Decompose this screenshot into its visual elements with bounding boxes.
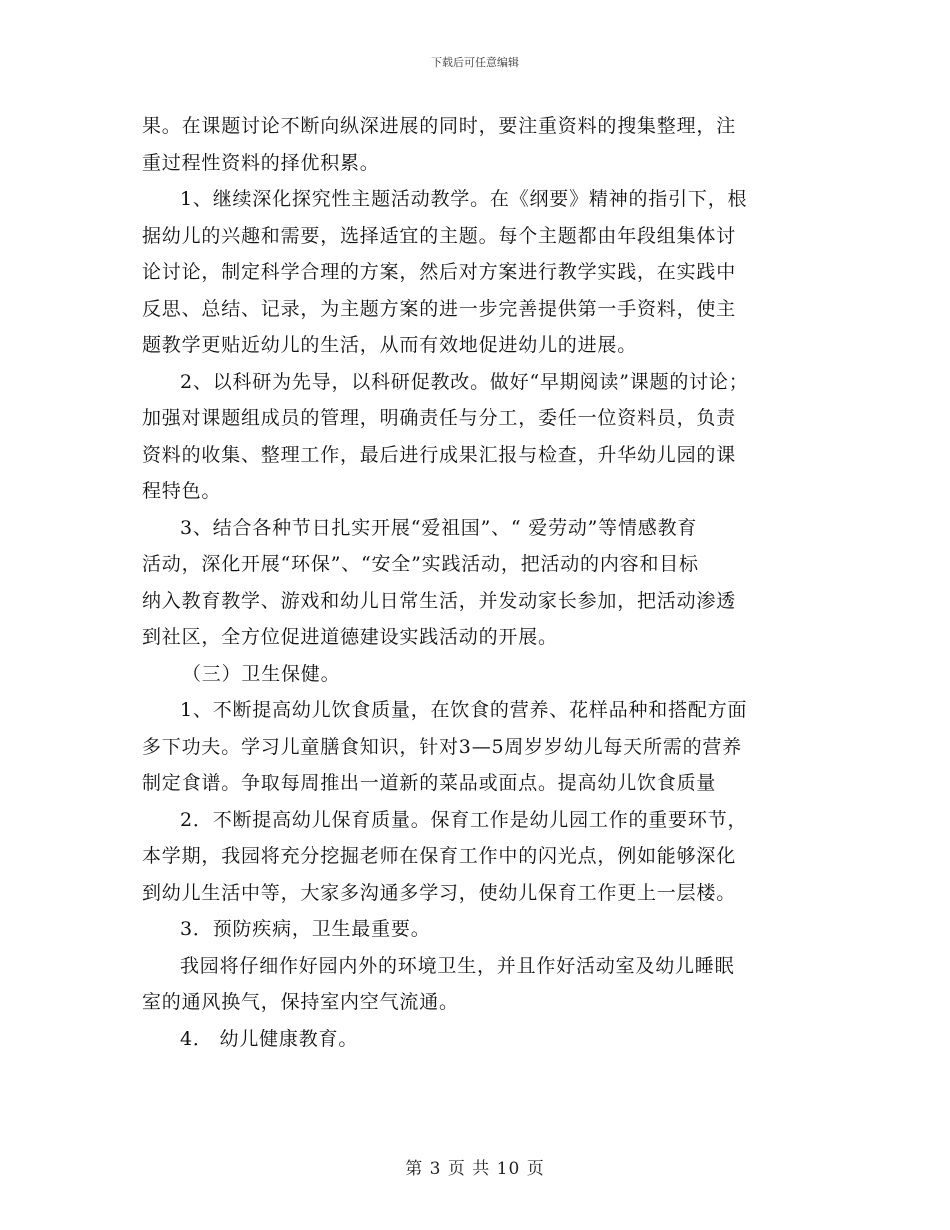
body-line-21: 本学期，我园将充分挖掘老师在保育工作中的闪光点，例如能够深化 xyxy=(142,845,737,867)
body-line-6: 反思、总结、记录，为主题方案的进一步完善提供第一手资料，使主 xyxy=(142,297,737,320)
body-line-11: 程特色。 xyxy=(142,480,222,502)
body-line-19: 制定食谱。争取每周推出一道新的菜品或面点。提高幼儿饮食质量 xyxy=(142,772,717,794)
body-line-9: 加强对课题组成员的管理，明确责任与分工，委任一位资料员，负责 xyxy=(142,407,737,429)
section-heading: （三）卫生保健。 xyxy=(182,662,341,685)
body-line-24: 我园将仔细作好园内外的环境卫生，并且作好活动室及幼儿睡眠 xyxy=(180,954,735,977)
body-line-17: 1、不断提高幼儿饮食质量，在饮食的营养、花样品种和搭配方面 xyxy=(180,699,748,721)
body-line-12: 3、结合各种节日扎实开展“爱祖国”、“ 爱劳动”等情感教育 xyxy=(180,516,698,539)
page-header: 下载后可任意编辑 xyxy=(431,56,519,69)
body-line-20: 2．不断提高幼儿保育质量。保育工作是幼儿园工作的重要环节， xyxy=(180,808,748,831)
body-line-23: 3．预防疾病，卫生最重要。 xyxy=(180,918,431,940)
body-line-10: 资料的收集、整理工作，最后进行成果汇报与检查，升华幼儿园的课 xyxy=(142,443,737,466)
body-line-26: 4． 幼儿健康教育。 xyxy=(180,1027,359,1050)
body-line-4: 据幼儿的兴趣和需要，选择适宜的主题。每个主题都由年段组集体讨 xyxy=(142,224,737,247)
body-line-2: 重过程性资料的择优积累。 xyxy=(142,151,380,174)
body-line-25: 室的通风换气，保持室内空气流通。 xyxy=(142,991,459,1013)
body-line-7: 题教学更贴近幼儿的生活，从而有效地促进幼儿的进展。 xyxy=(142,334,638,356)
body-line-18: 多下功夫。学习儿童膳食知识，针对3—5周岁岁幼儿每天所需的营养 xyxy=(142,735,742,758)
body-line-8: 2、以科研为先导，以科研促教改。做好“早期阅读”课题的讨论； xyxy=(180,370,749,393)
body-line-3: 1、继续深化探究性主题活动教学。在《纲要》精神的指引下，根 xyxy=(180,188,748,210)
body-line-5: 论讨论，制定科学合理的方案，然后对方案进行教学实践，在实践中 xyxy=(142,261,737,283)
document-body xyxy=(142,108,822,1057)
body-line-15: 到社区，全方位促进道德建设实践活动的开展。 xyxy=(142,626,558,648)
body-line-14: 纳入教育教学、游戏和幼儿日常生活，并发动家长参加，把活动渗透 xyxy=(142,589,737,612)
body-line-22: 到幼儿生活中等，大家多沟通多学习，使幼儿保育工作更上一层楼。 xyxy=(142,881,737,904)
page-footer: 第 3 页 共 10 页 xyxy=(405,1159,545,1179)
body-line-13: 活动，深化开展“环保”、“安全”实践活动，把活动的内容和目标 xyxy=(142,553,699,575)
body-line-1: 果。在课题讨论不断向纵深进展的同时，要注重资料的搜集整理，注 xyxy=(142,115,737,137)
